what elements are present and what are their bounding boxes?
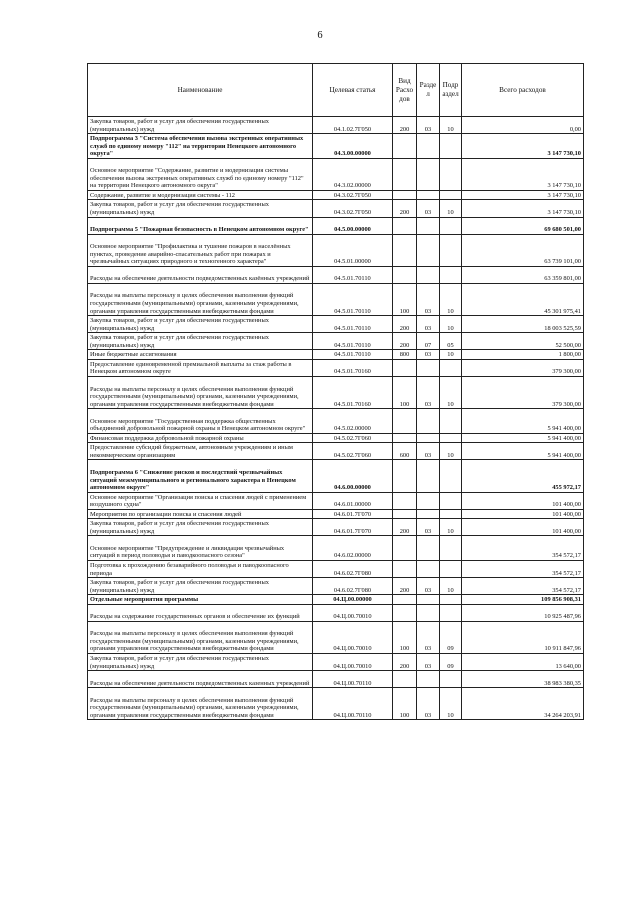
row-amount: 63 739 101,00 xyxy=(462,234,584,266)
row-name: Закупка товаров, работ и услуг для обеспечения государственных (муниципальных) нужд xyxy=(88,333,313,350)
row-expense-type xyxy=(393,158,417,190)
row-section xyxy=(417,460,440,492)
row-target-article: 04.5.02.7Г060 xyxy=(313,433,393,443)
row-section xyxy=(417,595,440,605)
row-subsection xyxy=(440,217,462,234)
row-expense-type xyxy=(393,359,417,376)
row-name: Закупка товаров, работ и услуг для обеспечения государственных (муниципальных) нужд xyxy=(88,519,313,536)
row-name: Расходы на обеспечение деятельности подведомственных казенных учреждений xyxy=(88,671,313,688)
row-target-article: 04.5.01.70110 xyxy=(313,350,393,360)
row-name: Основное мероприятие "Государственная поддержка общественных объединений добровольной пожарной охраны в Ненецком автономном округе" xyxy=(88,409,313,434)
row-target-article: 04.5.01.70110 xyxy=(313,266,393,283)
row-name: Подпрограмма 3 "Система обеспечения вызова экстренных оперативных служб по единому номеру "112" на территории Ненецкого автономного округа" xyxy=(88,134,313,159)
row-section xyxy=(417,266,440,283)
row-section xyxy=(417,409,440,434)
row-name: Основное мероприятие "Предупреждение и ликвидация чрезвычайных ситуаций в период половодья и паводкоопасного сезона" xyxy=(88,536,313,561)
row-subsection xyxy=(440,671,462,688)
header-expense-type: Вид Расхо дов xyxy=(393,64,417,117)
row-name: Финансовая поддержка добровольной пожарной охраны xyxy=(88,433,313,443)
row-target-article: 04.5.01.70110 xyxy=(313,283,393,315)
row-target-article: 04.3.02.7Г050 xyxy=(313,190,393,200)
row-amount: 5 941 400,00 xyxy=(462,409,584,434)
row-expense-type: 200 xyxy=(393,117,417,134)
row-target-article: 04.3.02.7Г050 xyxy=(313,200,393,217)
page-number: 6 xyxy=(317,30,323,41)
row-target-article: 04.3.00.00000 xyxy=(313,134,393,159)
row-section: 03 xyxy=(417,200,440,217)
row-expense-type: 200 xyxy=(393,316,417,333)
row-amount: 354 572,17 xyxy=(462,536,584,561)
row-expense-type xyxy=(393,190,417,200)
row-amount: 101 400,00 xyxy=(462,492,584,509)
row-expense-type xyxy=(393,509,417,519)
header-section: Разде л xyxy=(417,64,440,117)
row-expense-type: 200 xyxy=(393,200,417,217)
row-section xyxy=(417,560,440,577)
row-expense-type xyxy=(393,595,417,605)
row-amount: 3 147 730,10 xyxy=(462,200,584,217)
row-section: 03 xyxy=(417,443,440,460)
row-section xyxy=(417,433,440,443)
header-name: Наименование xyxy=(88,64,313,117)
row-name: Основное мероприятие "Профилактика и тушение пожаров в населённых пунктах, проведение аварийно-спасательных работ при пожарах и чрезвычайных ситуациях природного и техногенного характера" xyxy=(88,234,313,266)
row-subsection xyxy=(440,595,462,605)
row-subsection: 10 xyxy=(440,283,462,315)
table-row xyxy=(88,376,584,408)
table-row xyxy=(88,409,584,434)
row-amount: 10 911 847,96 xyxy=(462,621,584,653)
row-amount: 13 640,00 xyxy=(462,654,584,671)
row-subsection xyxy=(440,560,462,577)
row-subsection xyxy=(440,234,462,266)
row-name: Иные бюджетные ассигнования xyxy=(88,350,313,360)
row-section xyxy=(417,190,440,200)
row-name: Предоставление субсидий бюджетным, автономным учреждениям и иным некоммерческим организациям xyxy=(88,443,313,460)
row-amount: 101 400,00 xyxy=(462,509,584,519)
row-name: Расходы на выплаты персоналу в целях обеспечения выполнения функций государственными (муниципальными) органами, казенными учреждениями, органами управления государственными внебюджетными фондами xyxy=(88,376,313,408)
row-target-article: 04.6.02.00000 xyxy=(313,536,393,561)
row-section: 03 xyxy=(417,376,440,408)
row-subsection xyxy=(440,266,462,283)
table-row xyxy=(88,509,584,519)
row-name: Расходы на выплаты персоналу в целях обеспечения выполнения функций государственными (муниципальными) органами, казенными учреждениями, органами управления государственными внебюджетными фондами xyxy=(88,688,313,720)
row-expense-type xyxy=(393,217,417,234)
row-expense-type: 200 xyxy=(393,333,417,350)
row-subsection: 10 xyxy=(440,316,462,333)
table-row xyxy=(88,536,584,561)
row-expense-type: 100 xyxy=(393,621,417,653)
row-name: Расходы на выплаты персоналу в целях обеспечения выполнения функций государственными (муниципальными) органами, казенными учреждениями, органами управления государственными внебюджетными фондами xyxy=(88,621,313,653)
row-target-article: 04.6.01.00000 xyxy=(313,492,393,509)
row-amount: 5 941 400,00 xyxy=(462,433,584,443)
row-subsection: 09 xyxy=(440,621,462,653)
row-amount: 3 147 730,10 xyxy=(462,190,584,200)
row-section: 03 xyxy=(417,117,440,134)
row-target-article: 04.Ц.00.70110 xyxy=(313,688,393,720)
row-amount: 101 400,00 xyxy=(462,519,584,536)
row-amount: 354 572,17 xyxy=(462,560,584,577)
header-target-article: Целевая статья xyxy=(313,64,393,117)
table-row xyxy=(88,621,584,653)
row-section: 03 xyxy=(417,283,440,315)
table-row xyxy=(88,134,584,159)
row-expense-type xyxy=(393,536,417,561)
row-target-article: 04.5.01.70160 xyxy=(313,359,393,376)
table-row xyxy=(88,117,584,134)
budget-table xyxy=(87,63,584,720)
row-expense-type: 200 xyxy=(393,519,417,536)
row-section xyxy=(417,217,440,234)
row-expense-type xyxy=(393,409,417,434)
row-subsection: 10 xyxy=(440,117,462,134)
row-target-article: 04.6.01.7Г070 xyxy=(313,519,393,536)
row-target-article: 04.5.02.7Г060 xyxy=(313,443,393,460)
header-subsection: Подр аздел xyxy=(440,64,462,117)
row-name: Закупка товаров, работ и услуг для обеспечения государственных (муниципальных) нужд xyxy=(88,200,313,217)
table-row xyxy=(88,283,584,315)
row-name: Подготовка к прохождению безаварийного половодья и паводкоопасного периода xyxy=(88,560,313,577)
row-subsection xyxy=(440,433,462,443)
row-amount: 1 800,00 xyxy=(462,350,584,360)
row-amount: 10 925 487,96 xyxy=(462,604,584,621)
row-name: Закупка товаров, работ и услуг для обеспечения государственных (муниципальных) нужд xyxy=(88,316,313,333)
row-section: 03 xyxy=(417,350,440,360)
row-target-article: 04.Ц.00.70010 xyxy=(313,654,393,671)
row-amount: 3 147 730,10 xyxy=(462,134,584,159)
table-row xyxy=(88,492,584,509)
table-row xyxy=(88,433,584,443)
row-subsection: 10 xyxy=(440,688,462,720)
row-target-article: 04.5.01.70110 xyxy=(313,316,393,333)
row-section xyxy=(417,234,440,266)
row-name: Расходы на содержание государственных органов и обеспечение их функций xyxy=(88,604,313,621)
row-name: Подпрограмма 6 "Снижение рисков и последствий чрезвычайных ситуаций межмуниципального и регионального характера в Ненецком автономном округе" xyxy=(88,460,313,492)
row-subsection xyxy=(440,604,462,621)
row-name: Содержание, развитие и модернизация системы - 112 xyxy=(88,190,313,200)
row-section xyxy=(417,671,440,688)
table-row xyxy=(88,654,584,671)
table-row xyxy=(88,460,584,492)
row-target-article: 04.Ц.00.70010 xyxy=(313,604,393,621)
row-target-article: 04.3.02.00000 xyxy=(313,158,393,190)
row-amount: 3 147 730,10 xyxy=(462,158,584,190)
row-amount: 69 680 501,00 xyxy=(462,217,584,234)
row-subsection: 09 xyxy=(440,654,462,671)
row-subsection xyxy=(440,359,462,376)
table-row xyxy=(88,350,584,360)
row-amount: 0,00 xyxy=(462,117,584,134)
row-subsection xyxy=(440,509,462,519)
row-name: Основное мероприятие "Содержание, развитие и модернизация системы обеспечения вызова экстренных оперативных служб по единому номеру "112" на территории Ненецкого автономного округа" xyxy=(88,158,313,190)
row-expense-type xyxy=(393,134,417,159)
table-row xyxy=(88,234,584,266)
row-section: 03 xyxy=(417,654,440,671)
row-subsection: 10 xyxy=(440,200,462,217)
row-amount: 5 941 400,00 xyxy=(462,443,584,460)
row-expense-type xyxy=(393,234,417,266)
table-row xyxy=(88,688,584,720)
row-target-article: 04.6.02.7Г080 xyxy=(313,560,393,577)
row-subsection: 05 xyxy=(440,333,462,350)
row-section xyxy=(417,492,440,509)
table-row xyxy=(88,266,584,283)
row-target-article: 04.Ц.00.70110 xyxy=(313,671,393,688)
row-amount: 379 300,00 xyxy=(462,376,584,408)
row-section: 03 xyxy=(417,621,440,653)
row-section: 03 xyxy=(417,519,440,536)
row-target-article: 04.5.00.00000 xyxy=(313,217,393,234)
table-row xyxy=(88,316,584,333)
row-amount: 455 972,17 xyxy=(462,460,584,492)
row-subsection xyxy=(440,134,462,159)
row-amount: 52 500,00 xyxy=(462,333,584,350)
row-amount: 63 359 801,00 xyxy=(462,266,584,283)
table-row xyxy=(88,217,584,234)
row-amount: 38 983 380,35 xyxy=(462,671,584,688)
row-expense-type xyxy=(393,604,417,621)
row-subsection xyxy=(440,460,462,492)
row-section: 03 xyxy=(417,688,440,720)
row-section xyxy=(417,536,440,561)
row-subsection xyxy=(440,409,462,434)
row-target-article: 04.Ц.00.70010 xyxy=(313,621,393,653)
row-name: Закупка товаров, работ и услуг для обеспечения государственных (муниципальных) нужд xyxy=(88,117,313,134)
row-name: Расходы на выплаты персоналу в целях обеспечения выполнения функций государственными (муниципальными) органами, казенными учреждениями, органами управления государственными внебюджетными фондами xyxy=(88,283,313,315)
row-expense-type xyxy=(393,671,417,688)
row-name: Предоставление единовременной премиальной выплаты за стаж работы в Ненецком автономном округе xyxy=(88,359,313,376)
row-amount: 45 301 975,41 xyxy=(462,283,584,315)
row-expense-type xyxy=(393,460,417,492)
row-name: Расходы на обеспечение деятельности подведомственных казённых учреждений xyxy=(88,266,313,283)
row-name: Закупка товаров, работ и услуг для обеспечения государственных (муниципальных) нужд xyxy=(88,578,313,595)
table-row xyxy=(88,519,584,536)
table-row xyxy=(88,671,584,688)
row-expense-type xyxy=(393,433,417,443)
table-row xyxy=(88,200,584,217)
row-subsection: 10 xyxy=(440,376,462,408)
row-name: Закупка товаров, работ и услуг для обеспечения государственных (муниципальных) нужд xyxy=(88,654,313,671)
table-row xyxy=(88,333,584,350)
row-target-article: 04.Ц.00.00000 xyxy=(313,595,393,605)
row-expense-type xyxy=(393,492,417,509)
row-amount: 18 003 525,59 xyxy=(462,316,584,333)
row-subsection xyxy=(440,190,462,200)
row-expense-type: 600 xyxy=(393,443,417,460)
row-expense-type xyxy=(393,560,417,577)
row-name: Подпрограмма 5 "Пожарная безопасность в Ненецком автономном округе" xyxy=(88,217,313,234)
row-target-article: 04.6.01.7Г070 xyxy=(313,509,393,519)
row-amount: 379 300,00 xyxy=(462,359,584,376)
row-expense-type: 800 xyxy=(393,350,417,360)
row-subsection xyxy=(440,158,462,190)
row-section xyxy=(417,509,440,519)
row-subsection: 10 xyxy=(440,578,462,595)
row-target-article: 04.5.01.70160 xyxy=(313,376,393,408)
table-row xyxy=(88,190,584,200)
table-row xyxy=(88,359,584,376)
row-subsection xyxy=(440,492,462,509)
row-section: 03 xyxy=(417,578,440,595)
table-row xyxy=(88,158,584,190)
row-expense-type: 100 xyxy=(393,376,417,408)
row-expense-type: 200 xyxy=(393,654,417,671)
row-subsection: 10 xyxy=(440,443,462,460)
row-section xyxy=(417,158,440,190)
table-row xyxy=(88,443,584,460)
table-row xyxy=(88,595,584,605)
row-name: Отдельные мероприятия программы xyxy=(88,595,313,605)
row-expense-type: 100 xyxy=(393,283,417,315)
row-expense-type: 200 xyxy=(393,578,417,595)
table-row xyxy=(88,604,584,621)
row-section xyxy=(417,359,440,376)
row-subsection: 10 xyxy=(440,350,462,360)
table-row xyxy=(88,560,584,577)
row-section xyxy=(417,134,440,159)
row-target-article: 04.5.01.70110 xyxy=(313,333,393,350)
table-header-row xyxy=(88,64,584,117)
row-target-article: 04.6.02.7Г080 xyxy=(313,578,393,595)
row-amount: 354 572,17 xyxy=(462,578,584,595)
row-target-article: 04.5.01.00000 xyxy=(313,234,393,266)
row-section xyxy=(417,604,440,621)
row-name: Мероприятия по организации поиска и спасения людей xyxy=(88,509,313,519)
table-row xyxy=(88,578,584,595)
row-name: Основное мероприятие "Организация поиска и спасения людей с применением воздушного судна" xyxy=(88,492,313,509)
row-amount: 109 856 908,31 xyxy=(462,595,584,605)
row-subsection xyxy=(440,536,462,561)
row-section: 03 xyxy=(417,316,440,333)
header-total-expenses: Всего расходов xyxy=(462,64,584,117)
row-section: 07 xyxy=(417,333,440,350)
row-target-article: 04.1.02.7Г050 xyxy=(313,117,393,134)
row-target-article: 04.6.00.00000 xyxy=(313,460,393,492)
row-target-article: 04.5.02.00000 xyxy=(313,409,393,434)
row-expense-type xyxy=(393,266,417,283)
row-amount: 34 264 203,91 xyxy=(462,688,584,720)
row-subsection: 10 xyxy=(440,519,462,536)
row-expense-type: 100 xyxy=(393,688,417,720)
